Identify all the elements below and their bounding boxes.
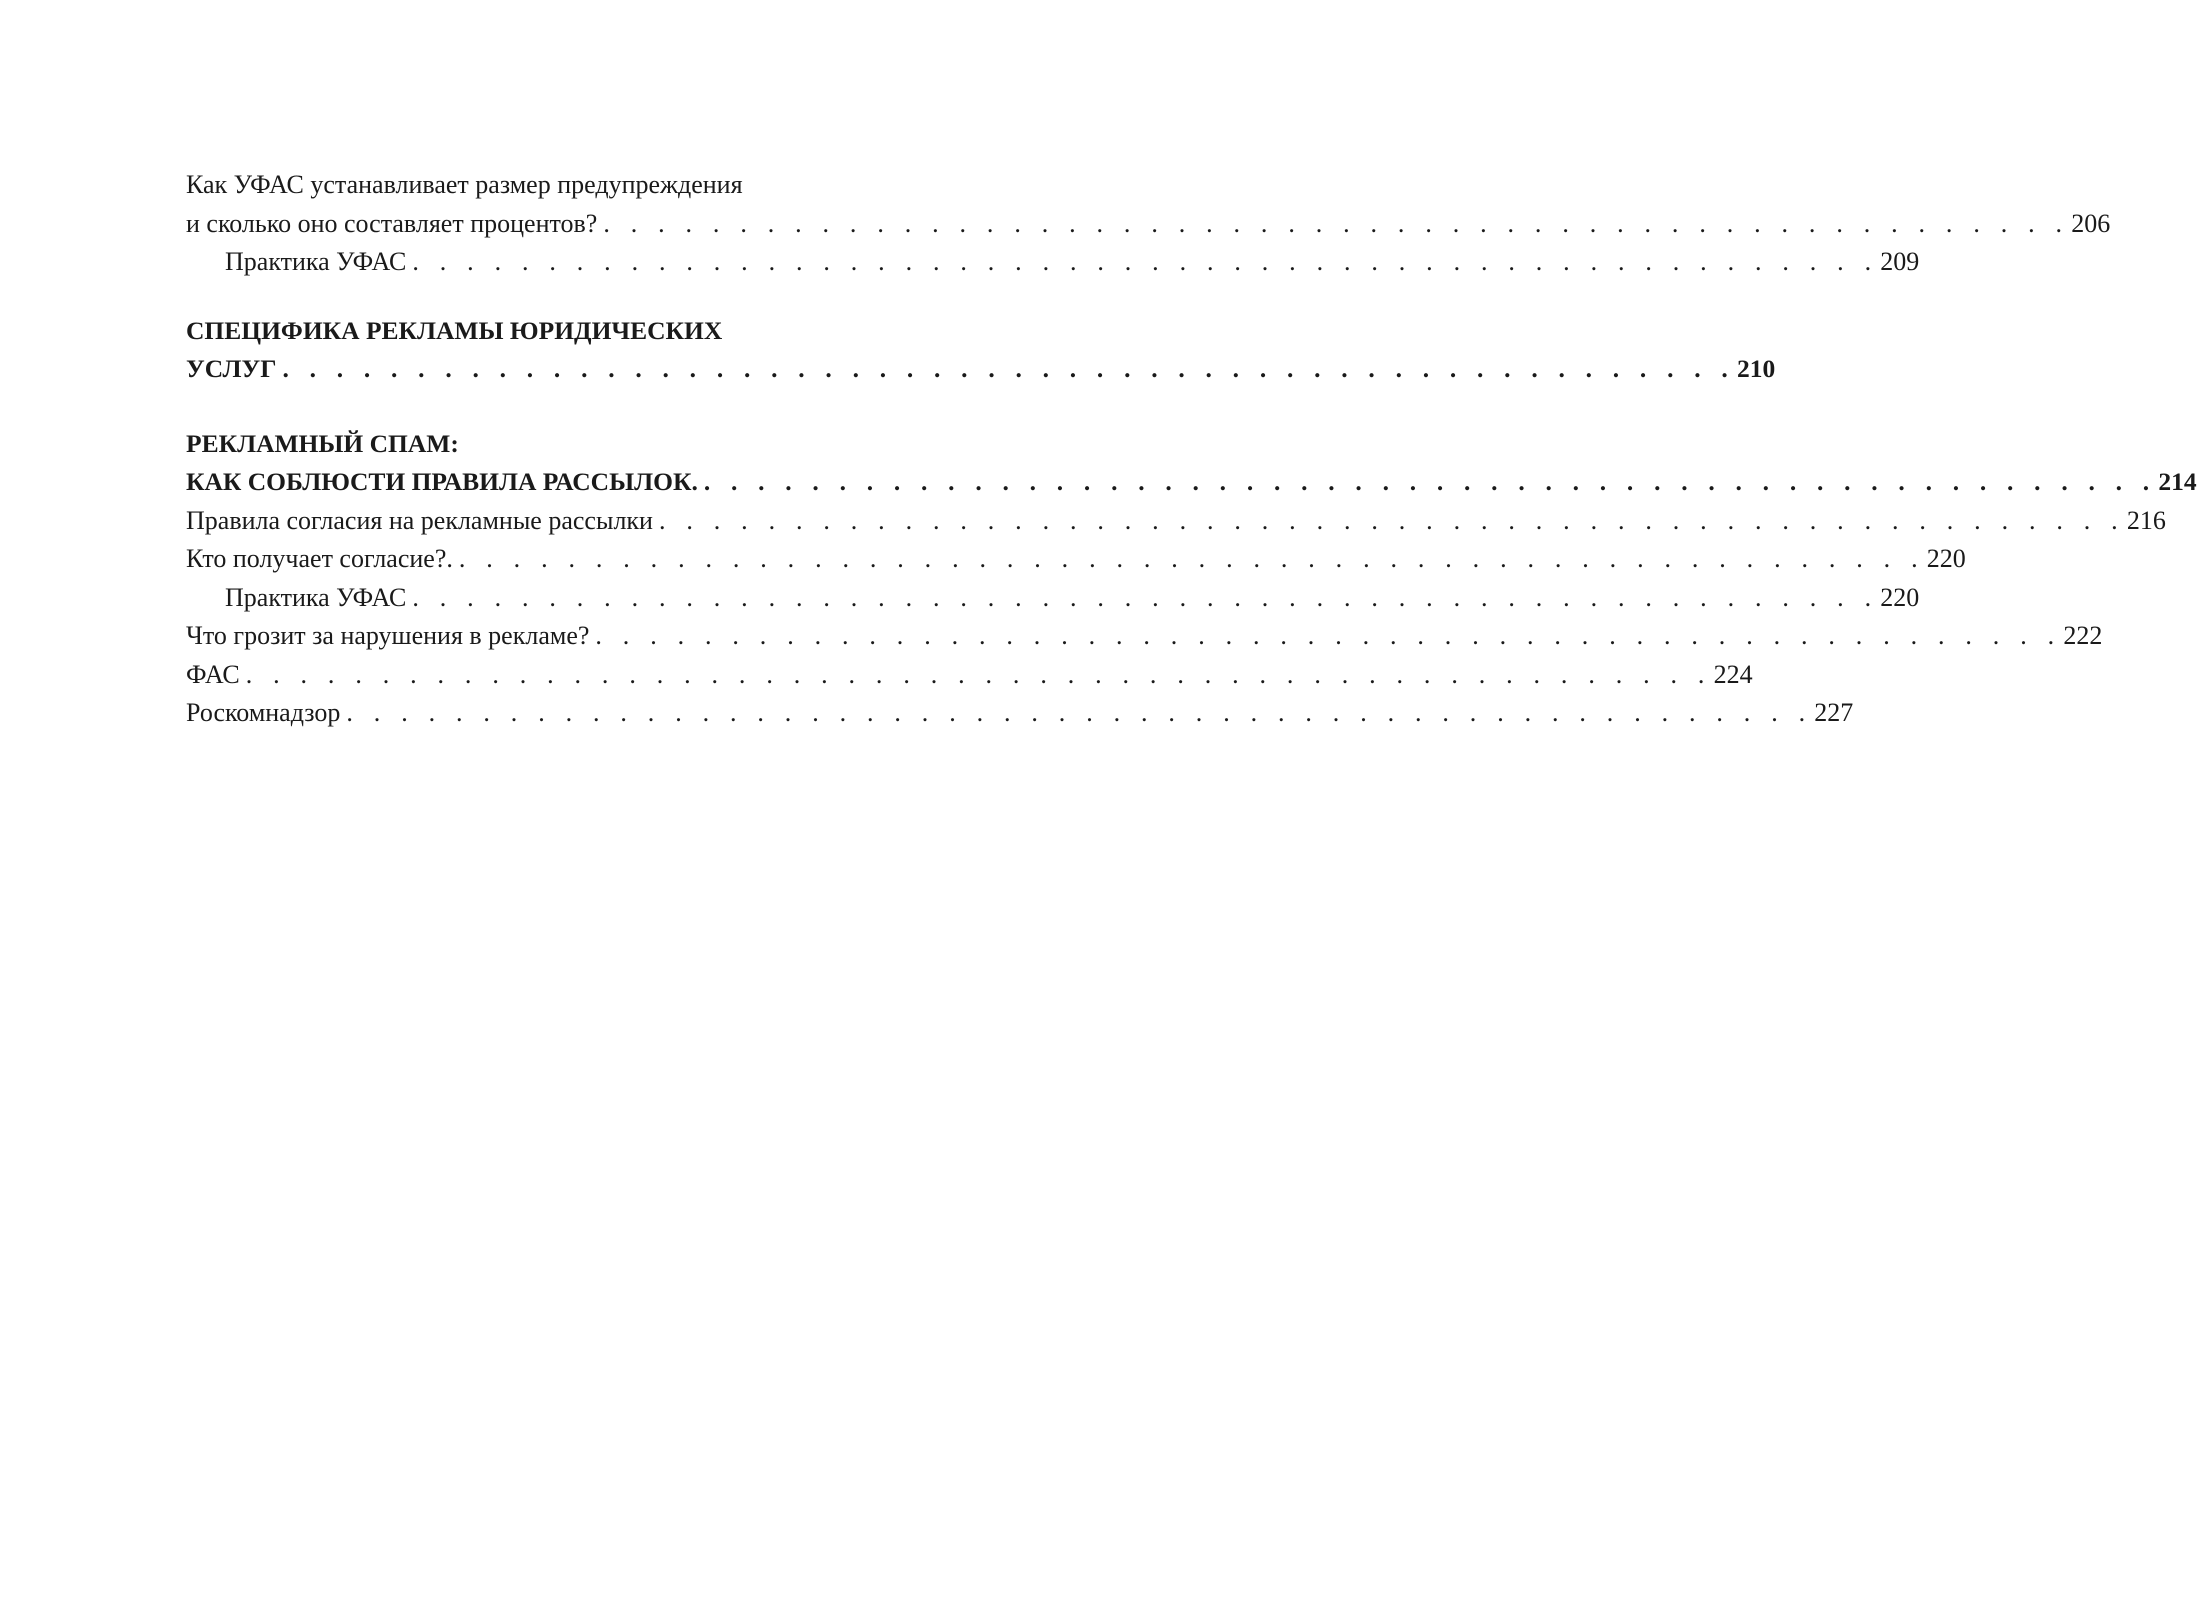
- dot-leader: . . . . . . . . . . . . . . . . . . . . . . . . . . . . . . . . . . . . . . . . . . . . . . . . . . . . . .: [658, 505, 2125, 535]
- dot-leader: . . . . . . . . . . . . . . . . . . . . . . . . . . . . . . . . . . . . . . . . . . . . . . . . . . . . . .: [412, 247, 1879, 276]
- table-of-contents: [186, 166, 2197, 733]
- toc-section-spam-line1: [186, 425, 840, 464]
- toc-section-title: РЕКЛАМНЫЙ СПАМ:: [186, 428, 459, 458]
- toc-entry-who-receives-consent: [186, 540, 1966, 579]
- toc-page-number: 206: [2071, 208, 2111, 238]
- toc-page-number: 224: [1713, 659, 1753, 689]
- toc-page-number: 214: [2158, 467, 2197, 496]
- toc-page-number: 210: [1736, 354, 1776, 383]
- toc-section-legal-services-line1: [186, 312, 840, 351]
- toc-entry-text: Правила согласия на рекламные рассылки: [186, 505, 653, 535]
- toc-entry-ufas-practice-2: [186, 579, 1920, 618]
- dot-leader: . . . . . . . . . . . . . . . . . . . . . . . . . . . . . . . . . . . . . . . . . . . . . . . . . . . . . .: [245, 659, 1712, 689]
- toc-entry-fas: [186, 656, 1753, 695]
- toc-entry-warning-size-line1: [186, 166, 840, 205]
- toc-section-title: УСЛУГ: [186, 354, 277, 383]
- dot-leader: . . . . . . . . . . . . . . . . . . . . . . . . . . . . . . . . . . . . . . . . . . . . . . . . . . . . . .: [595, 621, 2062, 650]
- toc-entry-violation-penalties: [186, 617, 2103, 656]
- toc-entry-text: Роскомнадзор: [186, 698, 341, 727]
- dot-leader: . . . . . . . . . . . . . . . . . . . . . . . . . . . . . . . . . . . . . . . . . . . . . . . . . . . . . .: [603, 208, 2070, 238]
- section-spacer: [186, 389, 840, 425]
- dot-leader: . . . . . . . . . . . . . . . . . . . . . . . . . . . . . . . . . . . . . . . . . . . . . . . . . . . . . .: [282, 354, 1735, 383]
- toc-entry-warning-size-line2: [186, 205, 2111, 244]
- toc-entry-text: Практика УФАС: [225, 582, 407, 612]
- toc-section-title: КАК СОБЛЮСТИ ПРАВИЛА РАССЫЛОК.: [186, 467, 698, 496]
- toc-section-title: СПЕЦИФИКА РЕКЛАМЫ ЮРИДИЧЕСКИХ: [186, 315, 723, 345]
- toc-entry-consent-rules: [186, 502, 2166, 541]
- toc-page-number: 227: [1814, 698, 1854, 727]
- toc-entry-text: и сколько оно составляет процентов?: [186, 208, 598, 238]
- toc-entry-text: Что грозит за нарушения в рекламе?: [186, 621, 590, 650]
- toc-page-number: 216: [2126, 505, 2166, 535]
- dot-leader: . . . . . . . . . . . . . . . . . . . . . . . . . . . . . . . . . . . . . . . . . . . . . . . . . . . . . .: [346, 698, 1813, 727]
- toc-entry-text: Кто получает согласие?.: [186, 544, 453, 573]
- toc-entry-text: Практика УФАС: [225, 247, 407, 276]
- dot-leader: . . . . . . . . . . . . . . . . . . . . . . . . . . . . . . . . . . . . . . . . . . . . . . . . . . . . . .: [458, 544, 1925, 573]
- toc-page-number: 220: [1880, 582, 1920, 612]
- section-spacer: [186, 282, 840, 312]
- toc-entry-ufas-practice-1: [186, 243, 1920, 282]
- toc-section-legal-services-line2: [186, 350, 1776, 389]
- toc-section-spam-line2: [186, 463, 2197, 502]
- toc-entry-roskomnadzor: [186, 694, 1854, 733]
- dot-leader: . . . . . . . . . . . . . . . . . . . . . . . . . . . . . . . . . . . . . . . . . . . . . . . . . . . . . .: [412, 582, 1879, 612]
- toc-page-number: 222: [2063, 621, 2103, 650]
- toc-entry-text: ФАС: [186, 659, 240, 689]
- toc-entry-text: Как УФАС устанавливает размер предупреждения: [186, 170, 743, 199]
- toc-page-number: 220: [1926, 544, 1966, 573]
- dot-leader: . . . . . . . . . . . . . . . . . . . . . . . . . . . . . . . . . . . . . . . . . . . . . . . . . . . . . .: [703, 467, 2157, 496]
- toc-page-number: 209: [1880, 247, 1920, 276]
